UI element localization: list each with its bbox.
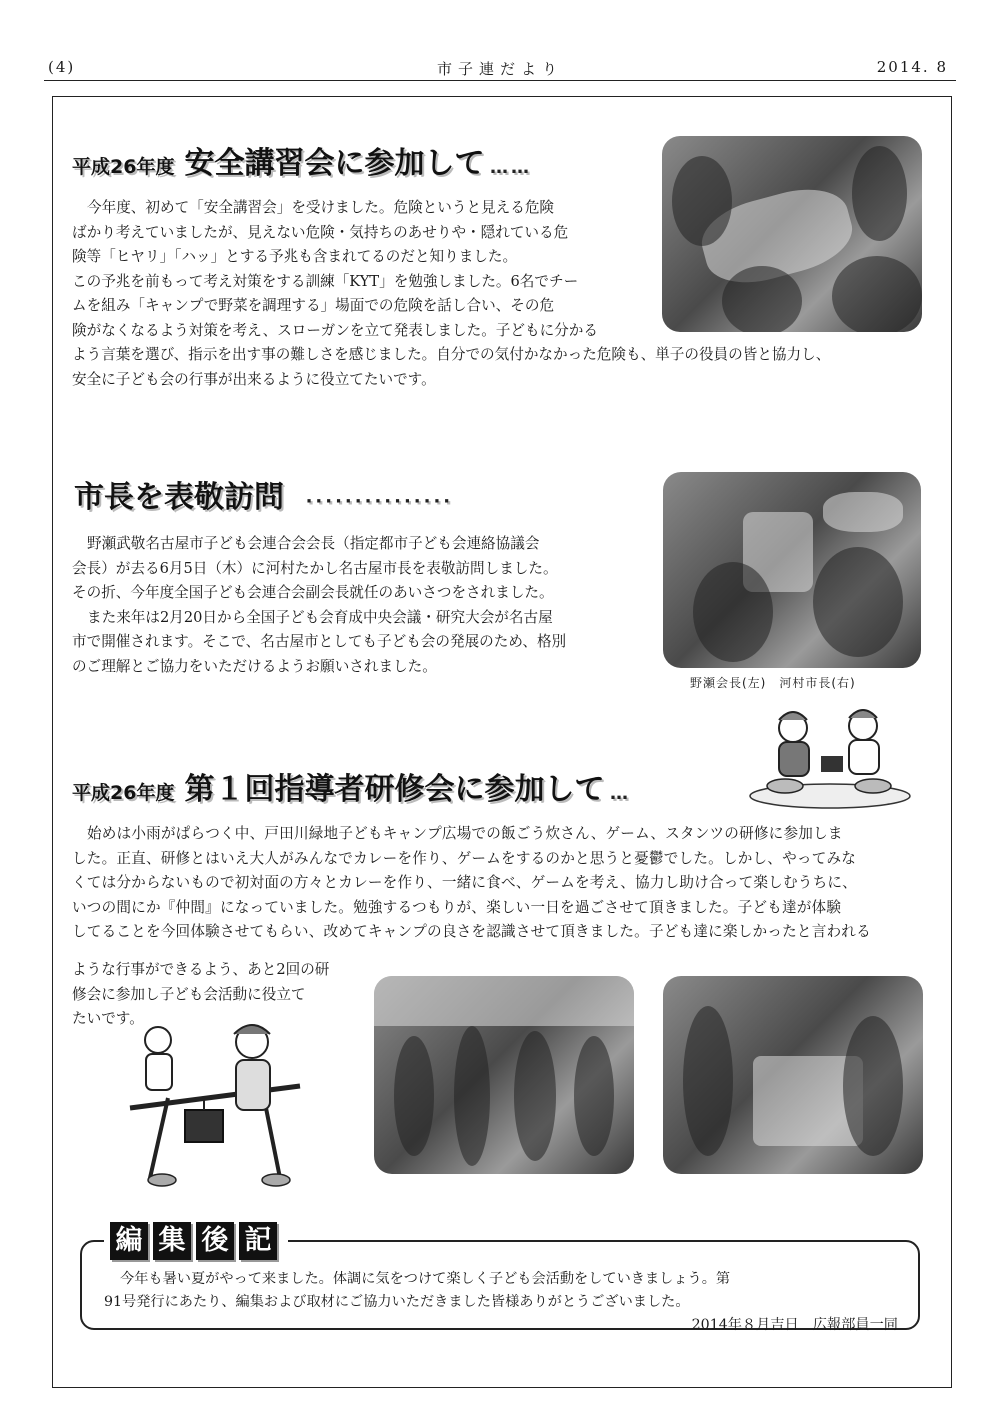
editorial-title-char-4: 記 bbox=[239, 1222, 277, 1260]
editorial-title-char-3: 後 bbox=[196, 1222, 234, 1260]
section3-line-4: いつの間にか『仲間』になっていました。勉強するつもりが、楽しい一日を過ごさせて頂きました。子ども達が体験 bbox=[72, 898, 842, 916]
section2-title bbox=[74, 472, 453, 516]
section2-p2-line-1: また来年は2月20日から全国子ども会育成中央会議・研究大会が名古屋 bbox=[87, 608, 553, 626]
section1-line-1: 今年度、初めて「安全講習会」を受けました。危険というと見える危険 bbox=[87, 199, 555, 216]
editorial-line-1: 今年も暑い夏がやって来ました。体調に気をつけて楽しく子ども会活動をしていきましょう。第 bbox=[120, 1271, 731, 1287]
editorial-title-char-2: 集 bbox=[153, 1222, 191, 1260]
section1-title-dots: …… bbox=[490, 157, 533, 178]
section2-title-dots: ··············· bbox=[305, 491, 454, 512]
section1-line-4: この予兆を前もって考え対策をする訓練「KYT」を勉強しました。6名でチー bbox=[72, 272, 579, 290]
section1-line-5: ムを組み「キャンプで野菜を調理する」場面での危険を話し合い、その危 bbox=[72, 297, 555, 314]
section3-tail-line-1: ような行事ができるよう、あと2回の研 bbox=[72, 961, 330, 978]
campers-eating-illustration bbox=[745, 698, 915, 810]
section2-p1-line-2: 会長）が去る6月5日（木）に河村たかし名古屋市長を表敬訪問しました。 bbox=[72, 559, 558, 577]
section3-line-1: 始めは小雨がぱらつく中、戸田川緑地子どもキャンプ広場での飯ごう炊さん、ゲーム、スタンツの研修に参加しま bbox=[87, 825, 843, 842]
publication-title: 市子連だより bbox=[436, 60, 563, 78]
editorial-title-char-1: 編 bbox=[110, 1222, 148, 1260]
mayor-visit-photo bbox=[663, 472, 921, 668]
section1-title-year: 平成26年度 bbox=[72, 156, 175, 178]
camp-cooking-photo bbox=[663, 976, 923, 1174]
section1-line-6: 険がなくなるよう対策を考え、スローガンを立て発表しました。子どもに分かる bbox=[72, 321, 598, 339]
section1-body bbox=[72, 196, 932, 392]
editorial-title bbox=[104, 1222, 288, 1260]
section3-title-year: 平成26年度 bbox=[72, 782, 175, 804]
section3-line-2: した。正直、研修とはいえ大人がみんなでカレーを作り、ゲームをするのかと思うと憂鬱でした。しかし、やってみな bbox=[72, 849, 857, 867]
section3-tail-line-3: たいです。 bbox=[72, 1010, 144, 1027]
section2-p2-line-2: 市で開催されます。そこで、名古屋市としても子ども会の発展のため、格別 bbox=[72, 633, 567, 650]
section2-title-main: 市長を表敬訪問 bbox=[74, 480, 284, 515]
section1-line-7: よう言葉を選び、指示を出す事の難しさを感じました。自分での気付かなかった危険も、単子の役員の皆と協力し、 bbox=[72, 346, 831, 363]
section2-p1-line-1: 野瀬武敬名古屋市子ども会連合会会長（指定都市子ども会連絡協議会 bbox=[87, 535, 540, 552]
section3-title bbox=[72, 764, 631, 808]
camp-game-photo bbox=[374, 976, 634, 1174]
section1-line-3: 険等「ヒヤリ」「ハッ」とする予兆も含まれてるのだと知りました。 bbox=[72, 248, 518, 265]
editorial-signature: 2014年８月吉日 広報部員一同 bbox=[691, 1317, 898, 1333]
issue-date: 2014. 8 bbox=[876, 58, 948, 76]
editorial-body bbox=[104, 1268, 904, 1337]
section1-line-8: 安全に子ども会の行事が出来るように役立てたいです。 bbox=[72, 370, 436, 388]
section2-p2-line-3: のご理解とご協力をいただけるようお願いされました。 bbox=[72, 657, 437, 675]
section3-body bbox=[72, 822, 932, 945]
section2-p1-line-3: その折、今年度全国子ども会連合会副会長就任のあいさつをされました。 bbox=[72, 584, 554, 601]
cooking-pot-illustration bbox=[110, 1018, 320, 1190]
section2-body bbox=[72, 532, 652, 679]
section3-line-5: してることを今回体験させてもらい、改めてキャンプの良さを認識させて頂きました。子ども達に楽しかったと言われる bbox=[72, 923, 871, 940]
section1-title bbox=[72, 138, 532, 182]
page-number: (4) bbox=[48, 58, 76, 76]
section3-line-3: くては分からないもので初対面の方々とカレーを作り、一緒に食べ、ゲームを考え、協力し助け合って楽しむうちに、 bbox=[72, 874, 857, 891]
section1-line-2: ばかり考えていましたが、見えない危険・気持ちのあせりや・隠れている危 bbox=[72, 223, 569, 241]
editorial-line-2: 91号発行にあたり、編集および取材にご協力いただきました皆様ありがとうございました。 bbox=[104, 1294, 690, 1310]
section3-tail-line-2: 修会に参加し子ども会活動に役立て bbox=[72, 985, 306, 1003]
section1-title-main: 安全講習会に参加して bbox=[184, 146, 485, 181]
section3-title-dots: … bbox=[610, 783, 632, 804]
mayor-photo-caption: 野瀬会長(左) 河村市長(右) bbox=[690, 676, 856, 690]
header-rule bbox=[44, 80, 956, 81]
section3-title-main: 第１回指導者研修会に参加して bbox=[184, 772, 605, 807]
